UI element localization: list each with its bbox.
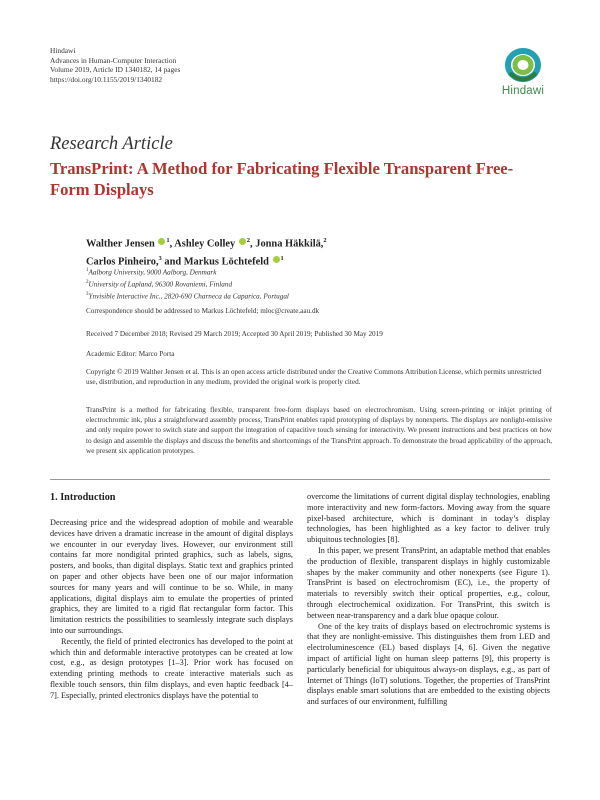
correspondence: Correspondence should be addressed to Markus Löchtefeld; mloc@create.aau.dk [86,307,320,315]
author-line-1 [86,234,546,252]
left-paragraph-2: Recently, the field of printed electronics has developed to the point at which thin and deformable interactive prototypes can be created at low cost, e.g., as design prototypes [1–3]. Prior work has focused on extending printing methods to create interactive materials such as flexible touch sensors, thin film displays, and even haptic feedback [4–7]. Especially, printed electronics displays have the potential to [50,636,293,700]
article-title: TransPrint: A Method for Fabricating Flexible Transparent Free-Form Displays [50,159,514,199]
section-divider [50,479,550,480]
right-paragraph-1: overcome the limitations of current digital display technologies, enabling more interactivity and new form-factors. Moving away from the square pixel-based architecture, which is dominant in today’s display technologies, has been highlighted as a key factor to deliver truly ubiquitous technologies [8]. [307,492,550,545]
journal-meta [50,46,180,84]
author-affiliation-mark: 1 [166,237,170,244]
affiliation-text: University of Lapland, 96300 Rovaniemi, Finland [88,280,233,289]
right-paragraph-3: One of the key traits of displays based on electrochromic systems is that they are nonlight-emissive. This distinguishes them from LED and electroluminescence (EL) based displays [4, 6]. Given the negative impact of artificial light on human sleep patterns [9], this property is particularly beneficial for ubiquitous always-on displays, e.g., as part of Internet of Things (IoT) solutions. Together, the properties of TransPrint displays enable smart solutions that are embedded to the existing objects and surfaces of our environment, fulfilling [307,621,550,707]
academic-editor: Academic Editor: Marco Porta [86,350,175,358]
right-column [307,492,550,708]
publisher-name: Hindawi [50,46,76,55]
affiliation [86,278,289,290]
affiliation-list [86,266,289,301]
affiliation-text: Aalborg University, 9000 Aalborg, Denmark [88,268,217,277]
article-type: Research Article [50,134,173,154]
affiliation [86,266,289,278]
left-paragraph-1: Decreasing price and the widespread adoption of mobile and wearable devices have driven a dramatic increase in the amount of digital displays we encounter in our everyday lives. However, our environment still contains far more nondigital printed graphics, such as labels, signs, posters, and books, than digital displays. Static text and graphics printed on paper and other objects have been one of our major information sources for many years and will continue to be so. While, in many applications, digital displays aim to emulate the properties of printed graphics, they are limited to a rigid flat rectangular form factor. This limitation restricts the possibilities to seamlessly integrate such displays into our surroundings. [50,518,293,635]
author-affiliation-mark: 3 [158,254,162,262]
author-name: Ashley Colley [174,238,236,250]
author-name: Jonna Häkkilä, [255,238,324,250]
author-list [86,234,546,270]
left-column [50,518,293,702]
author-name: Carlos Pinheiro, [86,256,159,268]
volume-line: Volume 2019, Article ID 1340182, 14 pages [50,65,181,75]
orcid-icon[interactable] [158,238,165,245]
author-separator: and [161,256,184,268]
affiliation-text: Ynvisible Interactive Inc., 2820-690 Charneca da Caparica, Portugal [88,291,289,300]
affiliation-number: 2 [86,279,89,285]
hindawi-logo-icon [502,46,544,84]
orcid-icon[interactable] [239,238,246,245]
affiliation-number: 1 [86,268,89,273]
author-separator: , [169,238,175,250]
author-affiliation-mark: 2 [246,237,251,244]
affiliation-number: 3 [86,291,89,297]
doi-link[interactable]: https://doi.org/10.1155/2019/1340182 [50,74,163,84]
author-name: Walther Jensen [86,238,155,250]
copyright-notice: Copyright © 2019 Walther Jensen et al. This is an open access article distributed under the Creative Commons Attribution License, which permits unrestricted use, distribution, and reproduction in any medium, provided the original work is properly cited. [86,368,542,386]
logo-wordmark: Hindawi [501,85,545,97]
abstract: TransPrint is a method for fabricating flexible, transparent free-form displays based on electrochromism. Using screen-printing or inkjet printing of electrochromic ink, plus a straightforward assembly process, TransPrint enables rapid prototyping of displays by nonexperts. The displays are nonlight-emissive and only require power to switch state and support the integration of capacitive touch sensing for interactivity. We present instructions and best practices on how to design and assemble the displays and discuss the benefits and shortcomings of the TransPrint approach. To demonstrate the broad applicability of the approach, we present six application prototypes. [86,406,552,455]
section-heading: 1. Introduction [50,492,116,503]
author-name: Markus Löchtefeld [183,256,269,268]
article-dates: Received 7 December 2018; Revised 29 March 2019; Accepted 30 April 2019; Published 30 May 2019 [86,330,383,338]
orcid-icon[interactable] [273,256,280,263]
author-affiliation-mark: 2 [323,237,327,244]
author-separator: , [250,238,256,250]
author-affiliation-mark: 1 [280,254,284,262]
hindawi-logo [493,46,553,108]
affiliation [86,290,289,302]
journal-name: Advances in Human-Computer Interaction [50,55,177,65]
right-paragraph-2: In this paper, we present TransPrint, an adaptable method that enables the production of flexible, transparent displays in highly customizable shapes by the maker community and other nonexperts (see Figure 1). TransPrint is based on electrochromism (EC), i.e., the property of materials to reversibly switch their optical properties, e.g., colour, through electrochemical oxidization. For TransPrint, this switch is between near-transparency and a dark blue opaque colour. [307,545,550,620]
